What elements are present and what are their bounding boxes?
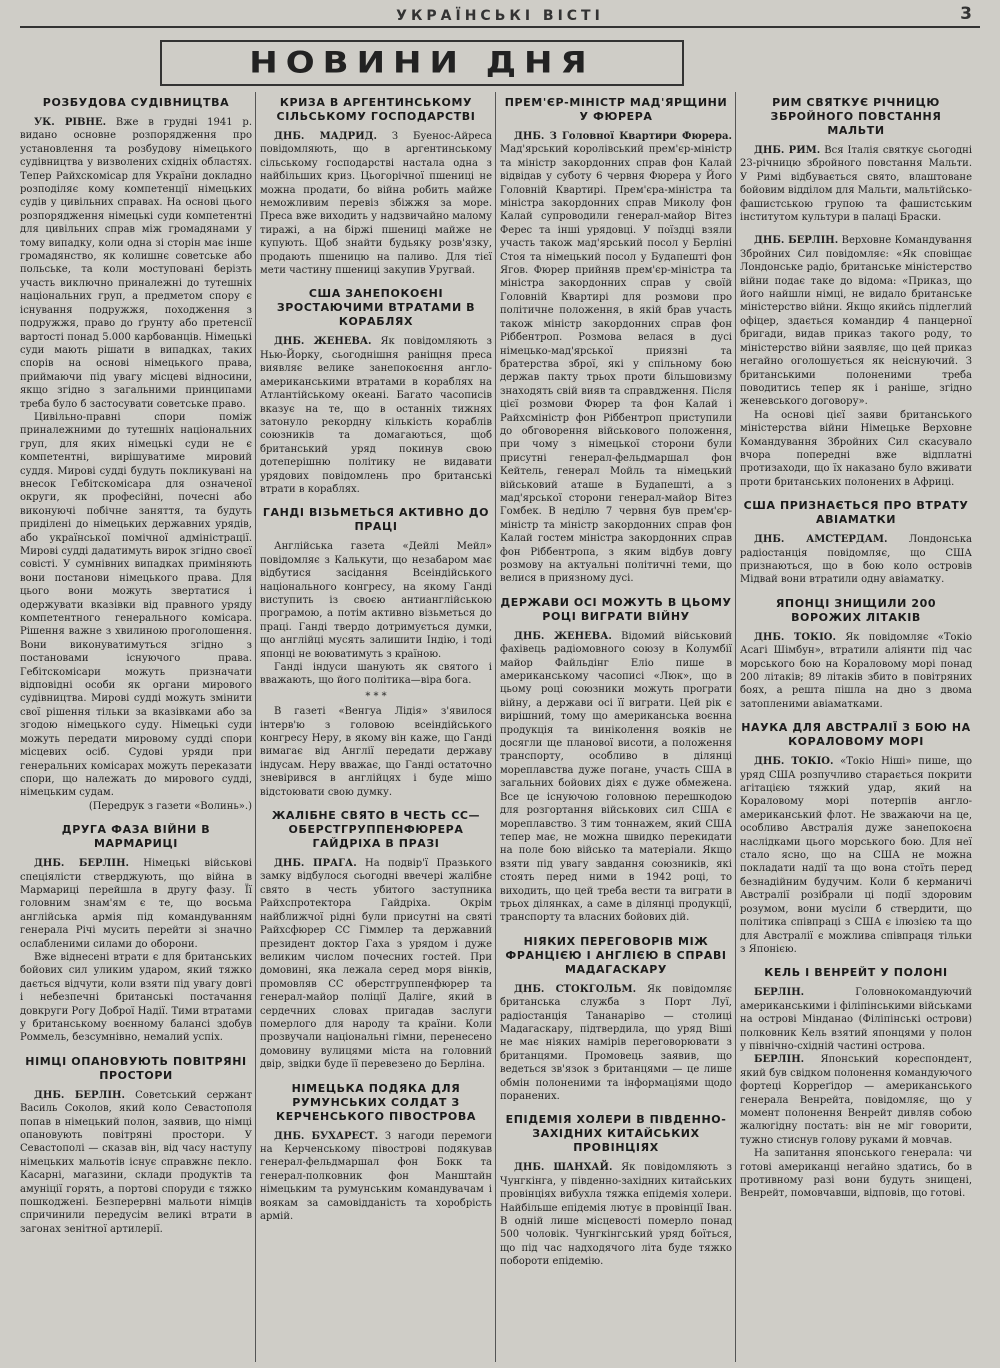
article [20,96,252,813]
article-paragraph [740,631,972,711]
paragraph-text: Верховне Командування Збройних Сил повідомляє: «Як сповіщає Лондонське радіо, британське міністерство війни подає таке до відома: «Приказ, що його найшли німці, не видало британське міністерство війни. Якщо якийсь підлеглий офіцер, здається командир 4 панцерної бригади, видав приказ такого роду, то міністерство війни заявляє, що цей приказ негайно оголошується як неіснуючий. З британськими полоненими треба поводитись тепер як і раніше, згідно женевського договору». [740,235,972,408]
column-rule [735,92,736,1362]
article [260,506,492,799]
article-paragraph [260,335,492,496]
article [740,234,972,489]
paragraph-text: З Буенос-Айреса повідомляють, що в аргентинському сільському господарстві настала одна з найбільших криз. Цьогорічної пшениці не можна продати, бо війна робить майже неможливим перевіз збіжжя за море. Преса вже виходить у надзвичайно малому тиражі, а на біржі пшениці майже не купують. Щоб знайти будьяку розв'язку, продають пшеницю на паливо. Для тієї мети частину пшениці закупив Уругвай. [260,131,492,277]
paragraph-text: Як повідомляє «Токіо Асагі Шімбун», втратили аліянти під час морського бою на Кораловому морі понад 200 літаків; 89 літаків збито в повітряних боях, а решта пішла на дно з двома затопленими авіаматками. [740,631,972,710]
dateline: ДНБ. ТОКІО. [754,631,837,643]
dateline: ДНБ. БУХАРЕСТ. [274,1130,379,1142]
article-paragraph [260,857,492,1072]
dateline: ДНБ. АМСТЕРДАМ. [754,534,888,546]
dateline: БЕРЛІН. [754,1054,805,1066]
article-headline: НІЯКИХ ПЕРЕГОВОРІВ МІЖ ФРАНЦІЄЮ І АНГЛІЄЮ В СПРАВІ МАДАГАСКАРУ [505,934,727,976]
article-paragraph [260,130,492,277]
column-3 [500,92,732,1362]
paragraph-text: Німецькі військові спеціялісти стверджують, що війна в Мармариці перейшла в другу фазу. Її головним знам'ям є те, що восьма англійська армія під командуванням генерала Річі мусить перейти зі значно ослабленими силами до оборони. [20,858,252,950]
paragraph-text: Головнокомандуючий американськими і філіпінськими військами на острові Мінданао (Філіпінські острови) полковник Кель взятий японцями у полон у північно-східній частині острова. [740,987,972,1052]
article-headline: КЕЛЬ І ВЕНРЕЙТ У ПОЛОНІ [764,966,948,980]
article-paragraph [260,1130,492,1224]
article-headline: НІМЦІ ОПАНОВУЮТЬ ПОВІТРЯНІ ПРОСТОРИ [25,1054,247,1082]
article-headline: ПРЕМ'ЄР-МІНІСТР МАД'ЯРЩИНИ У ФЮРЕРА [504,96,728,123]
article-headline: ЕПІДЕМІЯ ХОЛЕРИ В ПІВДЕННО-ЗАХІДНИХ КИТАЙСЬКИХ ПРОВІНЦІЯХ [505,1113,727,1155]
section-separator: * * * [365,690,387,702]
dateline: БЕРЛІН. [754,987,805,999]
dateline: ДНБ. ШАНХАЙ. [514,1162,613,1174]
article-headline: США ПРИЗНАЄТЬСЯ ПРО ВТРАТУ АВІАМАТКИ [743,499,969,527]
paragraph-text: Мад'ярський королівський прем'єр-міністр та міністр закордонних справ фон Калай відвідав у суботу 6 червня Фюрера у Його Головній Квартирі. Прем'єра-міністра та міністра закордонних справ Миколу фон Калай супроводили генерал-майор Вітез Ферес та інші урядовці. У поїздці взяли участь також мад'ярський посол у Берліні Стоя та німецький посол у Будапешті фон Ягов. Фюрер прийняв прем'єр-міністра та міністра закордонних справ у своїй Головній Квартирі для розмови про політичне положення, в якій брав участь також міністр закордонних справ фон Ріббентроп. Розмова велася в дусі німецько-мад'ярської приязні та братерства зброї, які у спільному бою держав пакту трьох проти більшовизму знаходять свій вияв та справдження. Після цієї розмови Фюрер та фон Калай і Райхсміністр фон Ріббентроп приступили до обговорення військового положення, при чому з німецької сторони були присутні генерал-фельдмаршал фон Кейтель, генерал Мойль та німецький військовий аташе в Будапешті, а з мад'ярської сторони генерал-майор Вітез Гомбек. В неділю 7 червня був прем'єр-міністр та міністр закордонних справ фон Калай гостем міністра закордонних справ фон Ріббентропа, з яким відбув довгу розмову на актуальні політичні теми, що велися в приязному дусі. [500,144,732,585]
paragraph-text: На подвір'ї Празького замку відбулося сьогодні ввечері жалібне свято в честь убитого заступника Райхспротектора Гайдріха. Окрім найближчої рідні були присутні на святі Райхсфюрер СС Гіммлер та державний президент доктор Гаха з урядом і дуже великим числом почесних гостей. При домовині, яка лежала серед моря вінків, промовляв СС оберстгруппенфюрер та генерал-майор поліції Даліге, який в сердечних словах пригадав заслуги померлого для народу та країни. Коли прозвучали національні гімни, перенесено домовину вулицями міста на головний двір, звідки буде її перевезено до Берліна. [260,858,492,1071]
article-paragraph [740,1053,972,1147]
paragraph-text: Японський кореспондент, який був свідком полонення командуючого фортеці Корреґідор — американського генерала Венрейта, повідомляє, що у момент полонення Венрейт дивляв собою жалюгідну постать: він не міг говорити, тужно стиснув голову руками й мовчав. [740,1054,972,1146]
article [740,597,972,711]
column-4 [740,92,972,1362]
column-rule [495,92,496,1362]
paragraph-text: Вже віднесені втрати є для британських бойових сил уликим ударом, який тяжко дається відчути, коли взяти під увагу довгі і небезпечні британські постачання довкруги Рогу Доброї Надії. Тими втратами у британському воєнному балансі здобув Роммель, безсумнівно, немалий успіх. [20,951,252,1044]
article [740,966,972,1201]
article-paragraph [500,130,732,586]
article-headline: ЖАЛІБНЕ СВЯТО В ЧЕСТЬ СС—ОБЕРСТГРУППЕНФЮРЕРА ГАЙДРІХА В ПРАЗІ [271,809,481,851]
article-paragraph [740,409,972,489]
article-headline: РОЗБУДОВА СУДІВНИЦТВА [42,96,230,109]
article [260,96,492,277]
paragraph-text: Цивільно-правні спори поміж приналежними до тутешніх національних груп, для яких німецькі суди не є компетентні, вирішуватиме мировий суддя. Мирові судді будуть покликувані на внесок Гебітскомісара для означеної округи, як професійні, почесні або виконуючі побічне заняття, та будуть приділені до німецьких державних урядів, або української помічної адміністрації. Мирові судді дадатимуть вирок згідно своєї совісті. У сумнівних випадках приміняють вони постанови німецького права. Для цього вони можуть звертатися і одержувати вказівки від правного уряду компетентного генерального комісара. Рішення важне з хвилиною проголошення. Вони виконуватимуться згідно з постановами існуючого права. Гебітскомісари можуть призначати відповідні особи як органи мирового судівництва. Мирові судді можуть змінити свої рішення тільки за вказівками або за згодою німецького суду. Німецькі суди можуть передати мировому судді спори місцевих осіб. Судові уряди при генеральних комісарах можуть переказати спори, що належать до мирового судді, німецьким судам. [20,411,252,799]
dateline: ДНБ. ПРАГА. [274,858,357,870]
article [740,96,972,224]
article-headline: ГАНДІ ВІЗЬМЕТЬСЯ АКТИВНО ДО ПРАЦІ [262,506,490,534]
paragraph-text: Вся Італія святкує сьогодні 23-річницю збройного повстання Мальти. У Римі відбувається свято, влаштоване бойовим відділом для Мальти, мальтійсько-фашистською групою та фашистським інститутом культури в палаці Браски. [740,145,972,224]
running-head [20,4,980,28]
article [500,1113,732,1268]
paragraph-text: Вже в грудні 1941 р. видано основне розпорядження про установлення та розбудову німецького судівництва у визволених східніх областях. Тепер Райхскомісар для України докладно розподіляє кому компетенції німецьких судів у цивільних справах. На основі цього розпорядження німецькі суди компетентні для цивільних справ між громадянами у тому випадку, коли одна зі сторін має інше громадянство, як колишнє советське або польське, та коли моступовані берізть участь виключно приналежні до тутешніх національних груп, а предметом спору є існування подружжя, походження з подружжя, право до ґрунту або претенсії вартості понад 5.000 карбованців. Німецькі суди мають рішати в випадках, таких спорів на основі німецького права, приймаючи під увагу місцеві відносини, якщо згідно з загальними принципами треба було б застосувати советське право. [20,117,252,410]
article-paragraph [740,533,972,587]
article [740,721,972,956]
article-headline: ДРУГА ФАЗА ВІЙНИ В МАРМАРИЦІ [61,823,211,851]
paragraph-text: Советський сержант Василь Соколов, який коло Севастополя попав в німецький полон, заявив, що німці опановують повітряні простори. У Севастополі — сказав він, від часу наступу німецьких мальотів існує справжнє пекло. Касарні, магазини, склади продуктів та амуніції горять, а портові споруди є тяжко пошкоджені. Безперервні мальоти німців спричинили передусім великі втрати в загонах зенітної артилерії. [20,1089,252,1235]
column-2 [260,92,492,1362]
article [260,1082,492,1224]
article [260,287,492,496]
article-paragraph [260,661,492,688]
article-paragraph [20,1089,252,1236]
article-headline: США ЗАНЕПОКОЄНІ ЗРОСТАЮЧИМИ ВТРАТАМИ В КОРАБЛЯХ [276,287,476,329]
article [500,935,732,1104]
dateline: ДНБ. ЖЕНЕВА. [274,336,372,348]
column-1 [20,92,252,1362]
paragraph-text: Як повідомляють з Чунгкінга, у південно-західних китайських провінціях вибухла тяжка епідемія холери. Найбільше епідемія лютує в провінції Іван. В одній лише місцевості померло понад 500 чоловік. Чунгкінгський уряд боїться, що під час надходячого літа буде тяжко побороти епідемію. [500,1162,732,1268]
paragraph-text: Як повідомляють з Нью-Йорку, сьогоднішня раніщня преса виявляє велике занепокоєння англо-американськими втратами в кораблях на Атлантійському океані. Багато часописів вказує на те, що в останніх тижнях затонуло рекордну кількість кораблів союзників та домагаються, щоб британський уряд покинув свою дотеперішню політику не видавати урядових повідомлень про британські втрати в кораблях. [260,336,492,495]
dateline: ДНБ. ТОКІО. [754,756,834,768]
dateline: ДНБ. БЕРЛІН. [754,235,839,247]
paragraph-text: Англійська газета «Дейлі Мейл» повідомляє з Калькути, що незабаром має відбутися засідання Всеіндійського національного конгресу, на якому Ганді виступить із своєю антианглійською програмою, а потім активно візьметься до праці. Ганді твердо дотримується думки, що англійці мусять залишити Індію, і тоді японці не воюватимуть з країною. [260,541,492,660]
paragraph-text: На основі цієї заяви британського міністерства війни Німецьке Верховне Командування Збройних Сил скасувало вчора попередні вже відплатні протизаходи, що їх наказано було вживати проти британських полонених в Африці. [740,409,972,488]
newspaper-name: УКРАЇНСЬКІ ВІСТІ [396,8,604,24]
article [20,1055,252,1236]
article-paragraph [20,116,252,411]
article-paragraph [20,857,252,951]
page-number: 3 [960,4,972,24]
paragraph-text: Лондонська радіостанція повідомляє, що США признаються, що в бою коло островів Мідвай вони втратили одну авіаматку. [740,534,972,586]
article-paragraph [20,411,252,800]
paragraph-text: На запитання японського генерала: чи готові американці негайно здатись, бо в противному разі вони будуть знищені, Венрейт, помовчавши, відповів, що готові. [740,1148,972,1200]
article [20,823,252,1045]
column-rule [255,92,256,1362]
article-paragraph [740,144,972,224]
article-paragraph [740,234,972,408]
dateline: ДНБ. СТОКГОЛЬМ. [514,983,637,995]
dateline: ДНБ. БЕРЛІН. [34,1089,125,1101]
dateline: УК. РІВНЕ. [34,117,107,128]
article-paragraph [20,951,252,1045]
dateline: ДНБ. ЖЕНЕВА. [514,630,612,642]
article-headline: ЯПОНЦІ ЗНИЩИЛИ 200 ВОРОЖИХ ЛІТАКІВ [775,596,937,624]
paragraph-text: З нагоди перемоги на Керченському півострові подякував генерал-фельдмаршал фон Бокк та генерал-полковник фон Манштайн німецьким та румунським командувачам і воякам за самовідданість та хоробрість армій. [260,1130,492,1222]
section-banner [160,40,684,86]
article-headline: КРИЗА В АРГЕНТИНСЬКОМУ СІЛЬСЬКОМУ ГОСПОДАРСТВІ [276,96,476,123]
paragraph-text: Ганді індуси шанують як святого і вважають, що його політика—віра бога. [260,662,492,687]
article-paragraph [260,540,492,661]
article [500,96,732,586]
article-paragraph [500,630,732,925]
dateline: ДНБ. БЕРЛІН. [34,858,130,870]
paragraph-text: Як повідомляє британська служба з Порт Луї, радіостанція Тананаріво — столиці Мадагаскару, підтвердила, що уряд Віші не має ніяких намірів переговорювати з британцями. Промовець заявив, що ведеться зв'язок з британцями — це лише обмін полоненими та інформаціями щодо поранених. [500,983,732,1102]
dateline: ДНБ. МАДРИД. [274,131,378,142]
article [260,809,492,1072]
article-headline: ДЕРЖАВИ ОСІ МОЖУТЬ В ЦЬОМУ РОЦІ ВИГРАТИ ВІЙНУ [500,595,732,623]
section-title: НОВИНИ ДНЯ [249,46,595,80]
paragraph-text: Відомий військовий фахівець радіомовного союзу в Колумбії майор Файльдінг Еліо пише в американському часописі «Люк», що в цьому році союзники можуть програти війну, а держави осі її виграти. Цей рік є вирішний, тому що американська воєнна продукція та виніколення вояків не досягли ще планової висоти, а положення транспорту, особливо в ділянці мореплавства дуже погане, участь США в загальних бойових діях є дуже обмежена. Все це існуючою головною перешкодою для розгортання військових сил США є мореплавство. З тим тоннажем, який США тепер має, не можна швидко перекидати на поле бою військо та матеріали. Якщо взяти під увагу завдання союзників, які стоять перед ними в 1942 році, то виходить, що цей треба вести та виграти в трьох ділянках, а саме в ділянці продукції, транспорту та власних бойових дій. [500,630,732,924]
article-headline: НІМЕЦЬКА ПОДЯКА ДЛЯ РУМУНСЬКИХ СОЛДАТ З КЕРЧЕНСЬКОГО ПІВОСТРОВА [276,1081,476,1123]
article-paragraph [740,1147,972,1201]
article-headline: РИМ СВЯТКУЄ РІЧНИЦЮ ЗБРОЙНОГО ПОВСТАННЯ МАЛЬТИ [770,96,942,137]
paragraph-text: «Токіо Ніші» пише, що уряд США розпучливо старається покрити агітацією тяжкий удар, який на Кораловому морі потерпів англо-американський флот. Не зважаючи на це, особливо Австралія дуже занепокоєна наслідками цього морського бою. Для неї стало ясно, що на США не можна покладати надії та що вона стоїть перед безнадійним будучим. Коли б керманичі Австралії розібрали ці події здоровим розумом, вони мусіли б ствердити, що політика співпраці з США є ілюзією та що для Австралії є можлива співпраця тільки з Японією. [740,756,972,955]
article-paragraph [260,705,492,799]
article [740,499,972,587]
dateline: ДНБ. РИМ. [754,145,821,156]
paragraph-text: В газеті «Венгуа Лідія» з'явилося інтерв'ю з головою всеіндійського конгресу Неру, в якому він каже, що Ганді вимагає від Англії передати державу індусам. Неру вважає, що Ганді остаточно зневірився в англійцях і буде мішо відстоювати свою думку. [260,706,492,798]
article-paragraph [500,983,732,1104]
article-paragraph [740,755,972,956]
dateline: ДНБ. З Головної Квартири Фюрера. [514,131,732,142]
article-paragraph [500,1161,732,1268]
article-paragraph [740,986,972,1053]
article-headline: НАУКА ДЛЯ АВСТРАЛІЇ З БОЮ НА КОРАЛОВОМУ МОРІ [741,721,971,749]
article [500,596,732,925]
article-source: (Передрук з газети «Волинь».) [88,800,252,812]
